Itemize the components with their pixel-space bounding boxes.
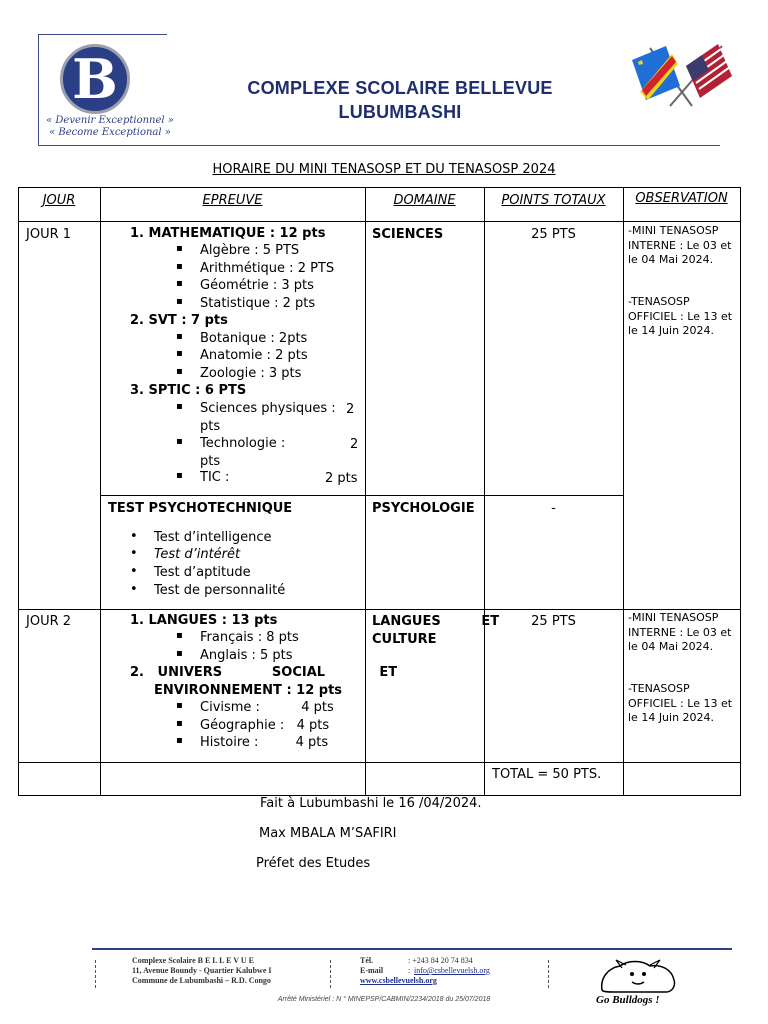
day2-domaine: LANGUES ET [372,614,500,629]
list-item: ▪ Géographie : 4 pts [200,718,329,733]
header-observation: OBSERVATION [635,191,728,206]
footer-email-link[interactable]: info@csbellevuelsh.org [414,966,490,975]
drc-flag-icon [632,46,680,100]
footer-divider [95,960,96,988]
day2-observation-mini: -MINI TENASOSP INTERNE : Le 03 et le 04 Mai 2024. [628,611,732,653]
day2-observation-official: -TENASOSP OFFICIEL : Le 13 et le 14 Juin 2024. [628,682,733,724]
subject-univers-social: 2. UNIVERS SOCIAL ET [130,665,398,680]
list-item: ▪ Arithmétique : 2 PTS [200,261,334,276]
header-points: POINTS TOTAUX [501,193,606,208]
list-item-points: 2 [346,402,355,417]
list-item: ▪ Algèbre : 5 PTS [200,243,299,258]
day1-label: JOUR 1 [26,227,72,242]
signatory-name: Max MBALA M’SAFIRI [259,826,397,841]
list-item: ▪ TIC : [200,470,229,485]
header-domaine: DOMAINE [393,193,456,208]
list-item: ▪ Français : 8 pts [200,630,299,645]
day1-observation-official: -TENASOSP OFFICIEL : Le 13 et le 14 Juin 2024. [628,295,733,337]
school-city: LUBUMBASHI [338,102,462,122]
list-item: • Test d’aptitude [154,565,251,580]
day1-domaine: SCIENCES [372,227,444,242]
logo-letter: B [72,47,118,111]
list-item: ▪ Géométrie : 3 pts [200,278,314,293]
document-title: HORAIRE DU MINI TENASOSP ET DU TENASOSP 2024 [212,162,556,177]
school-name: COMPLEXE SCOLAIRE BELLEVUE [247,78,553,98]
place-date: Fait à Lubumbashi le 16 /04/2024. [260,796,482,811]
ministerial-decree: Arrêté Ministériel : N ° MINEPSP/CABMIN/2234/2018 du 25/07/2018 [277,996,491,1003]
subject-svt: 2. SVT : 7 pts [130,313,228,328]
list-item: ▪ Anatomie : 2 pts [200,348,308,363]
footer-address-street: 11, Avenue Boundy - Quartier Kalubwe I [132,966,272,975]
day1-points: 25 PTS [531,227,576,242]
motto-french: « Devenir Exceptionnel » [46,115,174,126]
list-item: ▪ Sciences physiques : [200,401,336,416]
total-points: TOTAL = 50 PTS. [492,767,602,782]
footer-address-name: Complexe Scolaire B E L L E V U E [132,956,255,965]
psycho-domaine: PSYCHOLOGIE [372,501,475,516]
footer-address-city: Commune de Lubumbashi – R.D. Congo [132,976,271,985]
footer-email-colon: : [408,966,411,975]
list-item-points: 2 [350,437,359,452]
day2-domaine-line2: CULTURE [372,632,437,647]
flags-icon [630,40,734,110]
list-item-points: 2 pts [325,471,358,486]
psycho-test-title: TEST PSYCHOTECHNIQUE [108,501,293,516]
header-jour: JOUR [42,193,76,208]
footer-website-link[interactable]: www.csbellevuelsh.org [360,976,437,985]
usa-flag-icon [686,44,732,98]
day1-observation-mini: -MINI TENASOSP INTERNE : Le 03 et le 04 Mai 2024. [628,224,732,266]
footer-email-label: E-mail [360,966,384,975]
footer-rule [92,948,732,950]
list-item: • Test de personnalité [154,583,285,598]
list-item: ▪ Statistique : 2 pts [200,296,315,311]
bulldog-mascot-icon [592,956,684,996]
footer-tel-value: : +243 84 20 74 834 [408,956,473,965]
subject-math: 1. MATHEMATIQUE : 12 pts [130,226,326,241]
header-epreuve: EPREUVE [202,193,263,208]
signatory-role: Préfet des Etudes [256,856,371,871]
list-item: • Test d’intérêt [154,547,240,562]
list-item: ▪ Civisme : 4 pts [200,700,334,715]
psycho-points: - [551,501,556,516]
list-item: ▪ Technologie : [200,436,285,451]
day2-points: 25 PTS [531,614,576,629]
list-item-continuation: pts [200,419,221,434]
subject-langues: 1. LANGUES : 13 pts [130,613,278,628]
slogan: Go Bulldogs ! [596,994,660,1006]
list-item: ▪ Histoire : 4 pts [200,735,328,750]
footer-tel-label: Tél. [360,956,374,965]
list-item: • Test d’intelligence [154,530,272,545]
day2-label: JOUR 2 [26,614,72,629]
motto-english: « Become Exceptional » [49,127,171,138]
subject-sptic: 3. SPTIC : 6 PTS [130,383,247,398]
header-rule [38,145,720,146]
subject-environnement: ENVIRONNEMENT : 12 pts [154,683,343,698]
footer-divider [330,960,331,988]
footer-divider [548,960,549,988]
list-item: ▪ Anglais : 5 pts [200,648,293,663]
list-item: ▪ Zoologie : 3 pts [200,366,301,381]
list-item-continuation: pts [200,454,221,469]
list-item: ▪ Botanique : 2pts [200,331,307,346]
